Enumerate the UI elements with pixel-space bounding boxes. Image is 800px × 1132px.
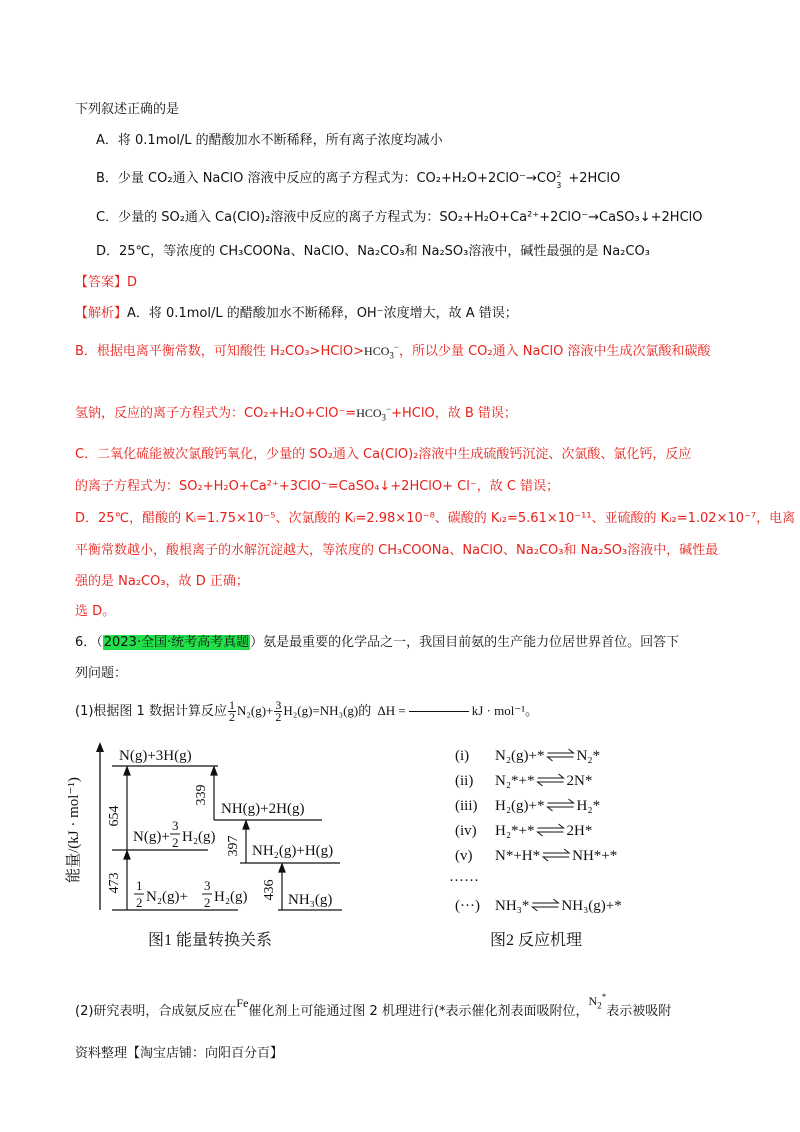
analysis-b2-pre: 氢钠，反应的离子方程式为：CO₂+H₂O+ClO⁻= bbox=[75, 406, 357, 421]
frac-den-2: 2 bbox=[275, 710, 282, 724]
frac-den: 2 bbox=[228, 710, 235, 724]
q6-source-tag: 2023·全国·统考高考真题 bbox=[103, 635, 250, 650]
label-nh: NH(g)+2H(g) bbox=[221, 801, 305, 817]
option-b-charge: 2 bbox=[556, 170, 562, 179]
label-n-h2: H₂(g) bbox=[182, 829, 216, 845]
y-axis-label: 能量/(kJ · mol⁻¹) bbox=[66, 777, 82, 883]
analysis-d3: 强的是 Na₂CO₃，故 D 正确； bbox=[75, 574, 249, 589]
ion-sup: − bbox=[393, 342, 399, 352]
arrowhead-473 bbox=[124, 851, 130, 859]
analysis-choose: 选 D。 bbox=[75, 604, 116, 619]
mechanism-step-rhs: 2N* bbox=[566, 773, 593, 789]
analysis-b2-post: +HClO，故 B 错误； bbox=[391, 406, 517, 421]
analysis-c2: 的离子方程式为：SO₂+H₂O+Ca²⁺+3ClO⁻=CaSO₄↓+2HClO+ Cl⁻，故 C 错误； bbox=[75, 479, 560, 494]
value-339: 339 bbox=[194, 784, 209, 806]
q6-unit: kJ · mol⁻¹。 bbox=[471, 703, 539, 718]
equilibrium-arrow-reverse bbox=[538, 782, 564, 786]
equilibrium-arrow-forward bbox=[548, 799, 574, 803]
q6-part2-pre: (2)研究表明，合成氨反应在 bbox=[75, 1004, 237, 1019]
equilibrium-arrow-forward bbox=[538, 774, 564, 778]
question-intro: 下列叙述正确的是 bbox=[75, 102, 180, 117]
value-397: 397 bbox=[226, 835, 241, 857]
n2-text: N bbox=[588, 994, 598, 1008]
mechanism-step-label: (···) bbox=[455, 898, 480, 914]
n2-adsorbed bbox=[588, 992, 607, 1011]
figure1-caption: 图1 能量转换关系 bbox=[148, 932, 273, 949]
mechanism-step-lhs: H₂(g)+* bbox=[495, 798, 545, 814]
mechanism-step-lhs: N₂(g)+* bbox=[495, 748, 545, 764]
figure2-caption: 图2 反应机理 bbox=[490, 932, 583, 949]
n2-sub: 2 bbox=[597, 1000, 602, 1011]
arrowhead-436 bbox=[279, 864, 285, 872]
fe-catalyst: Fe bbox=[236, 996, 249, 1010]
mechanism-step-label: (iv) bbox=[455, 823, 477, 839]
mechanism-list bbox=[449, 748, 622, 914]
q6-part2-post: 表示被吸附 bbox=[606, 1004, 672, 1019]
label-n-frac-den: 2 bbox=[172, 835, 179, 850]
ion-text-2: HCO bbox=[356, 406, 382, 420]
equilibrium-arrow-reverse bbox=[538, 832, 564, 836]
ion-sup-2: − bbox=[386, 404, 392, 414]
ion-sub: 3 bbox=[389, 350, 394, 361]
analysis-d1: D．25℃，醋酸的 Kᵢ=1.75×10⁻⁵、次氯酸的 Kᵢ=2.98×10⁻⁸、碳酸的 Kᵢ₂=5.61×10⁻¹¹、亚硫酸的 Kᵢ₂=1.02×10⁻⁷，电离 bbox=[75, 511, 796, 526]
mechanism-step-lhs: H₂*+* bbox=[495, 823, 535, 839]
analysis-b1 bbox=[75, 342, 711, 361]
equilibrium-arrow-forward bbox=[532, 899, 558, 903]
label-nh2: NH₂(g)+H(g) bbox=[252, 843, 334, 859]
mechanism-step-label: (i) bbox=[455, 748, 470, 764]
mechanism-step-rhs: 2H* bbox=[566, 823, 593, 839]
label-n-frac-num: 3 bbox=[172, 818, 179, 833]
label-bottom-frac-den: 2 bbox=[136, 895, 143, 910]
delta-h: ΔH = bbox=[377, 703, 406, 718]
mechanism-step-label: (v) bbox=[455, 848, 473, 864]
fraction-half bbox=[228, 700, 236, 723]
q6-stem: ）氨是最重要的化学品之一，我国目前氨的生产能力位居世界首位。回答下 bbox=[250, 635, 680, 650]
label-bottom-frac2-num: 3 bbox=[204, 878, 211, 893]
option-b-sub: 3 bbox=[556, 181, 562, 190]
q6-part1 bbox=[75, 700, 538, 723]
mechanism-step-rhs: H₂* bbox=[576, 798, 601, 814]
label-bottom-frac2-den: 2 bbox=[204, 895, 211, 910]
y-axis bbox=[96, 742, 104, 910]
analysis-label: 【解析】 bbox=[75, 306, 128, 321]
equilibrium-arrow-forward bbox=[548, 749, 574, 753]
label-n: N(g)+ bbox=[133, 829, 170, 845]
mechanism-step-label: (iii) bbox=[455, 798, 478, 814]
mechanism-ellipsis: …… bbox=[449, 869, 479, 885]
label-bottom-frac-num: 1 bbox=[136, 878, 143, 893]
n2-sup: * bbox=[601, 992, 607, 1002]
label-nh3: NH₃(g) bbox=[288, 892, 333, 908]
analysis-b2 bbox=[75, 404, 517, 423]
option-a: A．将 0.1mol/L 的醋酸加水不断稀释，所有离子浓度均减小 bbox=[96, 133, 443, 148]
value-436: 436 bbox=[262, 879, 277, 901]
mechanism-step-rhs: NH*+* bbox=[572, 848, 618, 864]
mechanism-step-label: (ii) bbox=[455, 773, 474, 789]
analysis-b1-post: ，所以少量 CO₂通入 NaClO 溶液中生成次氯酸和碳酸 bbox=[398, 344, 711, 359]
footer: 资料整理【淘宝店铺：向阳百分百】 bbox=[75, 1046, 284, 1061]
option-b bbox=[96, 170, 620, 188]
frac-num: 1 bbox=[228, 698, 235, 712]
analysis-c1: C．二氧化硫能被次氯酸钙氧化，少量的 SO₂通入 Ca(ClO)₂溶液中生成硫酸钙沉淀、次氯酸、氯化钙，反应 bbox=[75, 447, 692, 462]
q6-of: 的 bbox=[358, 704, 372, 719]
option-c: C．少量的 SO₂通入 Ca(ClO)₂溶液中反应的离子方程式为：SO₂+H₂O+Ca²⁺+2ClO⁻→CaSO₃↓+2HClO bbox=[96, 210, 703, 225]
q6-part2-mid: 催化剂上可能通过图 2 机理进行(*表示催化剂表面吸附位， bbox=[248, 1004, 589, 1019]
arrowhead-397 bbox=[243, 821, 249, 829]
mechanism-step-rhs: NH₃(g)+* bbox=[561, 898, 622, 914]
equilibrium-arrow-forward bbox=[538, 824, 564, 828]
equilibrium-arrow-reverse bbox=[548, 757, 574, 761]
q6-part2 bbox=[75, 992, 672, 1021]
label-top: N(g)+3H(g) bbox=[119, 748, 192, 764]
answer: 【答案】D bbox=[75, 275, 138, 290]
equilibrium-arrow-reverse bbox=[543, 857, 569, 861]
equilibrium-arrow-forward bbox=[543, 849, 569, 853]
mechanism-step-lhs: NH₃* bbox=[495, 898, 530, 914]
value-654: 654 bbox=[107, 805, 122, 827]
bicarbonate-ion bbox=[364, 342, 399, 360]
label-bottom: N₂(g)+ bbox=[146, 889, 189, 905]
option-b-text: B．少量 CO₂通入 NaClO 溶液中反应的离子方程式为：CO₂+H₂O+2ClO⁻→CO bbox=[96, 171, 557, 186]
analysis-a-text: A．将 0.1mol/L 的醋酸加水不断稀释，OH⁻浓度增大，故 A 错误； bbox=[127, 306, 518, 321]
option-d: D．25℃，等浓度的 CH₃COONa、NaClO、Na₂CO₃和 Na₂SO₃溶液中，碱性最强的是 Na₂CO₃ bbox=[96, 244, 650, 259]
q6-line2: 列问题： bbox=[75, 666, 128, 681]
analysis-b1-pre: B．根据电离平衡常数，可知酸性 H₂CO₃>HClO> bbox=[75, 344, 365, 359]
value-473: 473 bbox=[107, 872, 122, 894]
equilibrium-arrow-reverse bbox=[548, 807, 574, 811]
ion-sub-2: 3 bbox=[381, 412, 387, 423]
energy-diagram bbox=[0, 738, 800, 958]
analysis-d2: 平衡常数越小，酸根离子的水解沉淀越大，等浓度的 CH₃COONa、NaClO、Na₂CO₃和 Na₂SO₃溶液中，碱性最 bbox=[75, 543, 719, 558]
q6-part1-pre: (1)根据图 1 数据计算反应 bbox=[75, 704, 227, 719]
fraction-three-halves bbox=[274, 700, 282, 723]
arrowhead-654 bbox=[124, 767, 130, 775]
mechanism-step-lhs: N₂*+* bbox=[495, 773, 535, 789]
arrowhead-339 bbox=[211, 767, 217, 775]
q6-eq-n2: N₂(g)+ bbox=[236, 703, 274, 718]
equilibrium-arrow-reverse bbox=[532, 907, 558, 911]
q6-number: 6．（ bbox=[75, 635, 103, 650]
option-b-post: +2HClO bbox=[564, 171, 621, 186]
analysis-a bbox=[75, 305, 518, 323]
bicarbonate-ion-2 bbox=[356, 404, 391, 422]
answer-blank[interactable] bbox=[409, 711, 469, 712]
frac-num-2: 3 bbox=[275, 698, 282, 712]
q6-eq-h2: H₂(g)=NH₃(g) bbox=[283, 703, 359, 718]
mechanism-step-lhs: N*+H* bbox=[495, 848, 541, 864]
q6-line1 bbox=[75, 634, 679, 652]
mechanism-step-rhs: N₂* bbox=[576, 748, 601, 764]
label-bottom-h2: H₂(g) bbox=[214, 889, 248, 905]
ion-text: HCO bbox=[364, 344, 390, 358]
